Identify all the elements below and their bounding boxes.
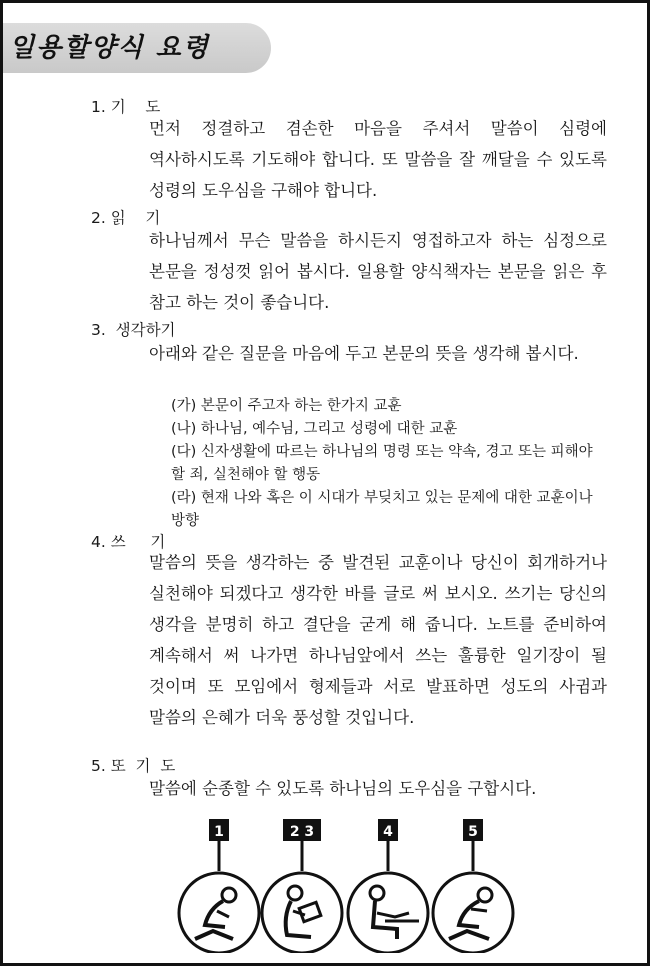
step-number-5: 5 [468,824,478,840]
step-number-2-3: 2 3 [289,824,315,840]
figure-step-1 [179,819,259,953]
section-body-prayer: 먼저 정결하고 겸손한 마음을 주셔서 말씀이 심령에 역사하시도록 기도해야 합니다. 또 말씀을 잘 깨달을 수 있도록 성령의 도우심을 구해야 합니다. [149,119,607,200]
kneeling-prayer-icon [433,873,513,953]
writing-figure-icon [348,873,428,953]
section-title-reading: 2. 읽 기 [91,209,161,227]
praying-figure-icon [179,873,259,953]
question-item-ra: (라) 현재 나와 혹은 이 시대가 부딪치고 있는 문제에 대한 교훈이나 방향 [171,490,593,529]
section-body-reading: 하나님께서 무슨 말씀을 하시든지 영접하고자 하는 심정으로 본문을 정성껏 읽어 봅시다. 일용할 양식책자는 본문을 읽은 후 참고 하는 것이 좋습니다. [149,231,607,312]
section-title-thinking: 3. 생각하기 [91,321,176,339]
title-banner [3,23,271,73]
figure-step-4 [348,819,428,953]
section-title-prayer: 1. 기 도 [91,98,161,116]
figure-step-5 [433,819,513,953]
question-item-ga: (가) 본문이 주고자 하는 한가지 교훈 [171,398,402,414]
section-title-writing: 4. 쓰 기 [91,533,166,551]
section-body-writing: 말씀의 뜻을 생각하는 중 발견된 교훈이나 당신이 회개하거나 실천해야 되겠다고 생각한 바를 글로 써 보시오. 쓰기는 당신의 생각을 분명히 하고 결단을 굳게 해 줍니다. 노트를 준비하여 계속해서 써 나가면 하나님앞에서 쓰는 훌륭한 일기장이 될 것이며 또 모임에서 형제들과 서로 발표하면 성도의 사귐과 말씀의 은혜가 더욱 풍성할 것입니다. [149,553,607,727]
section-body-thinking: 아래와 같은 질문을 마음에 두고 본문의 뜻을 생각해 봅시다. [149,344,579,363]
figure-step-2-3 [262,819,342,953]
question-item-da: (다) 신자생활에 따르는 하나님의 명령 또는 약속, 경고 또는 피해야 할 죄, 실천해야 할 행동 [171,444,593,483]
reading-figure-icon [262,873,342,953]
question-item-na: (나) 하나님, 예수님, 그리고 성령에 대한 교훈 [171,421,458,437]
page-title: 일용할양식 요령 [9,33,210,63]
step-figures [173,813,613,953]
step-number-4: 4 [383,824,393,840]
question-list [171,395,611,533]
step-number-1: 1 [214,824,224,840]
section-title-prayer-again: 5. 또 기 도 [91,757,176,775]
section-body-prayer-again: 말씀에 순종할 수 있도록 하나님의 도우심을 구합시다. [149,779,537,798]
